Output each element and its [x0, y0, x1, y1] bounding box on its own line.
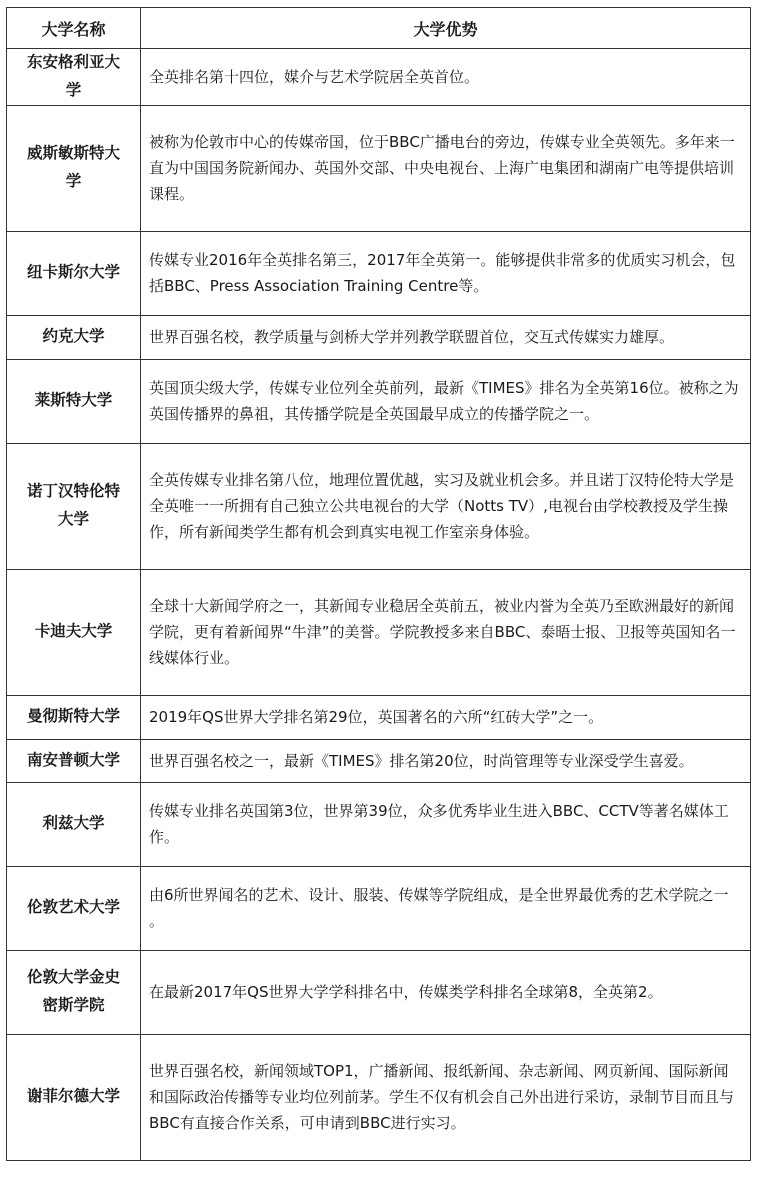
university-name: 卡迪夫大学 — [7, 569, 141, 695]
university-advantage: 被称为伦敦市中心的传媒帝国，位于BBC广播电台的旁边，传媒专业全英领先。多年来一直为中国国务院新闻办、英国外交部、中央电视台、上海广电集团和湖南广电等提供培训课程。 — [141, 105, 751, 231]
university-name: 纽卡斯尔大学 — [7, 231, 141, 315]
university-advantage: 世界百强名校，新闻领域TOP1，广播新闻、报纸新闻、杂志新闻、网页新闻、国际新闻和国际政治传播等专业均位列前茅。学生不仅有机会自己外出进行采访，录制节目而且与BBC有直接合作关系，可申请到BBC进行实习。 — [141, 1034, 751, 1160]
table-row — [7, 231, 751, 315]
header-university-name: 大学名称 — [7, 8, 141, 49]
table-row — [7, 49, 751, 106]
table-row — [7, 866, 751, 950]
table-row — [7, 950, 751, 1034]
table-row — [7, 695, 751, 739]
university-name: 利兹大学 — [7, 782, 141, 866]
university-name: 约克大学 — [7, 315, 141, 359]
university-name: 南安普顿大学 — [7, 739, 141, 782]
university-advantage: 由6所世界闻名的艺术、设计、服装、传媒等学院组成，是全世界最优秀的艺术学院之一 。 — [141, 866, 751, 950]
university-advantage: 全英传媒专业排名第八位，地理位置优越，实习及就业机会多。并且诺丁汉特伦特大学是全英唯一一所拥有自己独立公共电视台的大学（Notts TV）,电视台由学校教授及学生操作，所有新闻类学生都有机会到真实电视工作室亲身体验。 — [141, 443, 751, 569]
table-row — [7, 315, 751, 359]
university-name: 东安格利亚大学 — [7, 49, 141, 106]
university-advantage: 全英排名第十四位，媒介与艺术学院居全英首位。 — [141, 49, 751, 106]
table-row — [7, 1034, 751, 1160]
university-advantage: 全球十大新闻学府之一，其新闻专业稳居全英前五，被业内誉为全英乃至欧洲最好的新闻学院，更有着新闻界“牛津”的美誉。学院教授多来自BBC、泰晤士报、卫报等英国知名一线媒体行业。 — [141, 569, 751, 695]
university-advantage: 传媒专业排名英国第3位，世界第39位，众多优秀毕业生进入BBC、CCTV等著名媒体工作。 — [141, 782, 751, 866]
university-name: 莱斯特大学 — [7, 359, 141, 443]
table-row — [7, 782, 751, 866]
university-advantage: 2019年QS世界大学排名第29位，英国著名的六所“红砖大学”之一。 — [141, 695, 751, 739]
table-row — [7, 359, 751, 443]
university-name: 威斯敏斯特大学 — [7, 105, 141, 231]
university-name: 谢菲尔德大学 — [7, 1034, 141, 1160]
table-row — [7, 569, 751, 695]
university-table — [6, 7, 751, 1161]
university-advantage: 英国顶尖级大学，传媒专业位列全英前列，最新《TIMES》排名为全英第16位。被称之为英国传播界的鼻祖，其传播学院是全英国最早成立的传播学院之一。 — [141, 359, 751, 443]
university-name: 曼彻斯特大学 — [7, 695, 141, 739]
header-row — [7, 8, 751, 49]
university-advantage: 传媒专业2016年全英排名第三，2017年全英第一。能够提供非常多的优质实习机会，包括BBC、Press Association Training Centre等。 — [141, 231, 751, 315]
university-name: 伦敦大学金史密斯学院 — [7, 950, 141, 1034]
university-advantage: 世界百强名校，教学质量与剑桥大学并列教学联盟首位，交互式传媒实力雄厚。 — [141, 315, 751, 359]
header-university-advantage: 大学优势 — [141, 8, 751, 49]
university-name: 诺丁汉特伦特大学 — [7, 443, 141, 569]
university-advantage: 在最新2017年QS世界大学学科排名中，传媒类学科排名全球第8，全英第2。 — [141, 950, 751, 1034]
table-row — [7, 105, 751, 231]
university-name: 伦敦艺术大学 — [7, 866, 141, 950]
table-row — [7, 443, 751, 569]
university-advantage: 世界百强名校之一，最新《TIMES》排名第20位，时尚管理等专业深受学生喜爱。 — [141, 739, 751, 782]
table-row — [7, 739, 751, 782]
university-table-container — [6, 7, 751, 1161]
